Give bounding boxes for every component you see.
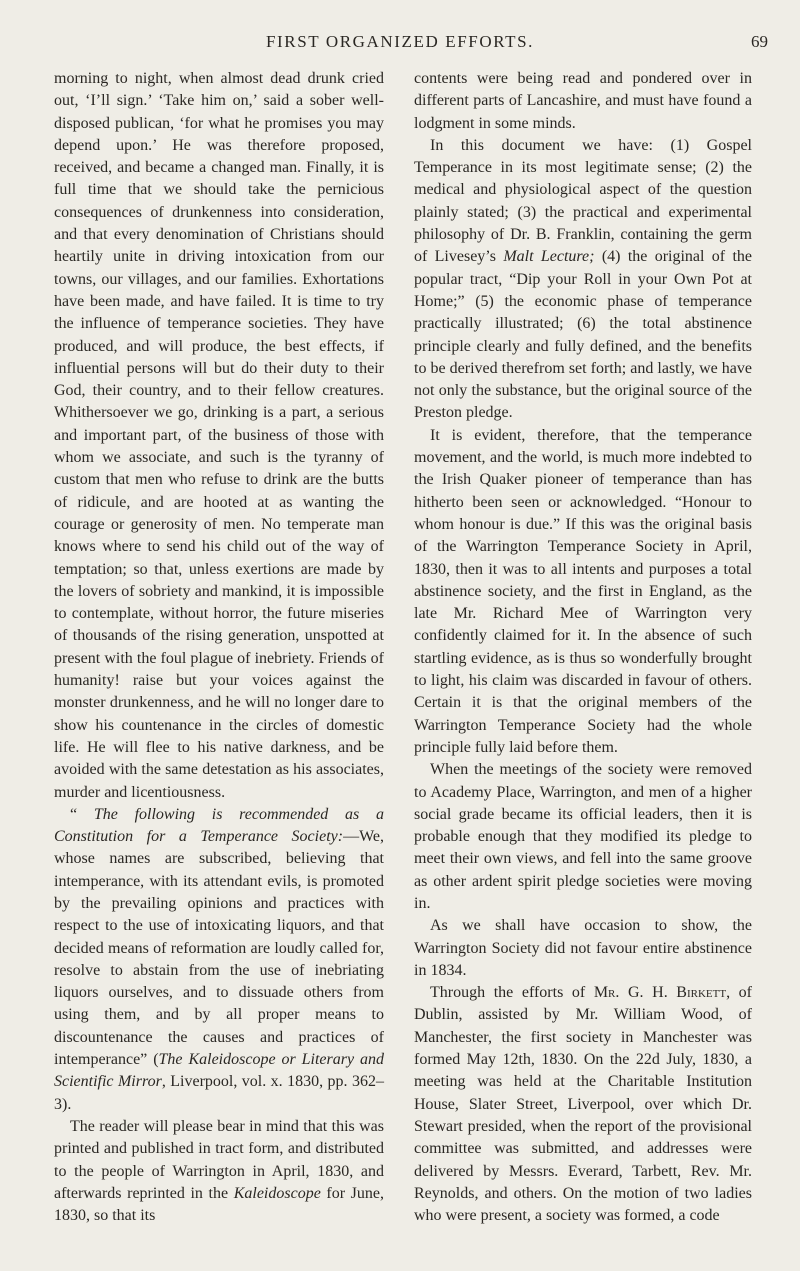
paragraph: morning to night, when almost dead drunk cried out, ‘I’ll sign.’ ‘Take him on,’ said a sober well-disposed publican, ‘for what he promises you may depend upon.’ He was therefore proposed, received, and became a changed man. Finally, it is full time that we should take the pernicious consequences of drunkenness into consideration, and that every denomination of Christians should heartily unite in driving intoxication from our towns, our villages, and our families. Exhortations have been made, and have failed. It is time to try the influence of temperance societies. They have produced, and will produce, the best effects, if influential persons will but do their duty to their God, their country, and to their fellow creatures. Whithersoever we go, drinking is a part, a serious and important part, of the business of those with whom we associate, and such is the tyranny of custom that men who refuse to drink are the butts of ridicule, and are hooted at as wanting the courage or generosity of men. No temperate man knows where to send his child out of the way of temptation; so that, unless exertions are made by the lovers of sobriety and mankind, it is impossible to contemplate, without horror, the future miseries of thousands of the rising generation, unspotted at present with the foul plague of inebriety. Friends of humanity! raise but your voices against the monster drunkenness, and he will no longer dare to show his countenance in the circles of domestic life. He will flee to his native darkness, and be avoided with the same detestation as his associates, murder and licentiousness.	[54, 70, 384, 801]
constitution-text: —We, whose names are subscribed, believing that intemperance, with its attendant evils, is promoted by the prevailing opinions and practices with respect to the use of intoxicating liquors, and that decided means of reformation are loudly called for, resolve to abstain from the use of inebriating liquors ourselves, and to dissuade others from using them, and by all proper means to discountenance the causes and practices of intemperance” (	[54, 828, 384, 1069]
paragraph: contents were being read and pondered over in different parts of Lancashire, and must have found a lodgment in some minds.	[414, 70, 752, 132]
paragraph: As we shall have occasion to show, the Warrington Society did not favour entire abstinence in 1834.	[414, 917, 752, 979]
paragraph-constitution	[54, 804, 384, 1116]
paragraph-text: The reader will please bear in mind that this was printed and published in tract form, and distributed to the people of Warrington in April, 1830, and afterwards reprinted in the	[54, 1117, 384, 1202]
paragraph: It is evident, therefore, that the temperance movement, and the world, is much more indebted to the Irish Quaker pioneer of temperance than has hitherto been seen or acknowledged. “Honour to whom honour is due.” If this was the original basis of the Warrington Temperance Society in April, 1830, then it was to all intents and purposes a total abstinence society, and the first in England, as the late Mr. Richard Mee of Warrington very confidently claimed for it. In the absence of such startling evidence, as is thus so wonderfully brought to light, his claim was discarded in favour of others. Certain it is that the original members of the Warrington Temperance Society had the whole principle fully laid before them.	[414, 426, 752, 756]
page-number: 69	[751, 32, 768, 51]
paragraph-text: , of Dublin, assisted by Mr. William Wood, of Manchester, the first society in Manchester was formed May 12th, 1830. On the 22d July, 1830, a meeting was held at the Charitable Institution House, Slater Street, Liverpool, over which Dr. Stewart presided, when the report of the provisional committee was submitted, and addresses were delivered by Messrs. Everard, Tarbett, Rev. Mr. Reynolds, and others. On the motion of two ladies who were present, a society was formed, a code	[414, 984, 752, 1225]
italic-title: Malt Lecture;	[503, 248, 595, 266]
page-header	[0, 32, 800, 54]
open-quote: “	[70, 805, 94, 823]
paragraph	[414, 982, 752, 1227]
source-title: Kaleidoscope	[233, 1184, 321, 1202]
paragraph-text: In this document we have: (1) Gospel Temperance in its most legitimate sense; (2) the medical and physiological aspect of the question plainly stated; (3) the practical and experimental philosophy of Dr. B. Franklin, containing the germ of Livesey’s	[414, 136, 752, 266]
paragraph-text: (4) the original of the popular tract, “Dip your Roll in your Own Pot at Home;” (5) the economic phase of temperance practically illustrated; (6) the total abstinence principle clearly and fully defined, and the benefits to be derived therefrom set forth; and lastly, we have not only the substance, but the original source of the Preston pledge.	[414, 248, 753, 422]
italic-heading: The following is recommended as a Constitution for a Temperance Society:	[54, 805, 385, 846]
source-reference: , Liverpool, vol. x. 1830, pp. 362–3).	[54, 1073, 384, 1113]
paragraph-text: for June, 1830, so that its	[54, 1184, 384, 1225]
source-title: The Kaleidoscope or Literary and Scientific Mirror	[54, 1051, 384, 1091]
paragraph: When the meetings of the society were removed to Academy Place, Warrington, and men of a higher social grade became its official leaders, then it is probable enough that they modified its pledge to meet their own views, and fell into the same groove as other ardent spirit pledge societies were moving in.	[414, 761, 752, 912]
paragraph-document-summary	[414, 135, 752, 425]
left-column	[54, 68, 384, 1227]
right-column	[414, 68, 752, 1227]
running-title: FIRST ORGANIZED EFFORTS.	[265, 32, 535, 51]
person-name: Mr. G. H. Birkett	[593, 984, 727, 1002]
paragraph-text: Through the efforts of	[430, 984, 594, 1002]
paragraph	[54, 1116, 384, 1227]
